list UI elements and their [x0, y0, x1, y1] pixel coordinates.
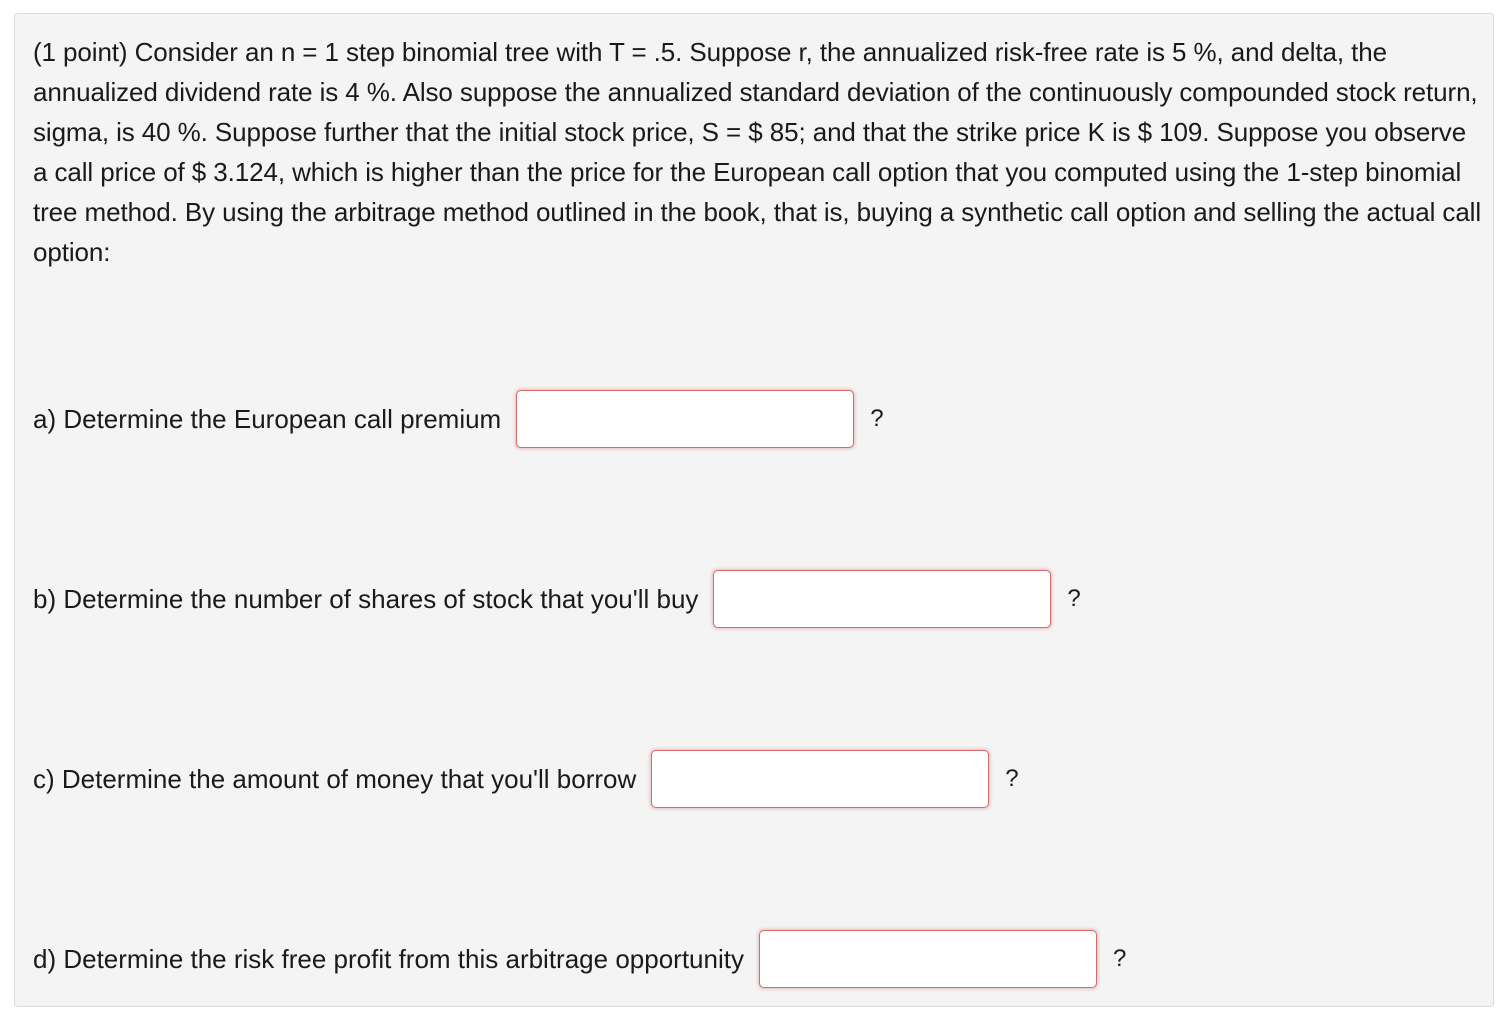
question-a: [33, 389, 884, 449]
question-b-label: b) Determine the number of shares of stock that you'll buy: [33, 583, 699, 614]
question-d: [33, 929, 1126, 989]
help-link-b[interactable]: ?: [1067, 585, 1081, 612]
answer-input-b[interactable]: [713, 570, 1051, 628]
question-c-label: c) Determine the amount of money that you'll borrow: [33, 763, 637, 794]
question-a-label: a) Determine the European call premium: [33, 403, 502, 434]
help-link-a[interactable]: ?: [870, 405, 884, 432]
help-link-d[interactable]: ?: [1112, 945, 1127, 972]
help-link-c[interactable]: ?: [1005, 765, 1019, 792]
answer-input-d[interactable]: [759, 930, 1097, 988]
answer-input-c[interactable]: [651, 750, 989, 808]
problem-statement: (1 point) Consider an n = 1 step binomial tree with T = .5. Suppose r, the annualized risk-free rate is 5 %, and delta, the annualized dividend rate is 4 %. Also suppose the annualized standard deviation of the continuously compounded stock return, sigma, is 40 %. Suppose further that the initial stock price, S = $ 85; and that the strike price K is $ 109. Suppose you observe a call price of $ 3.124, which is higher than the price for the European call option that you computed using the 1-step binomial tree method. By using the arbitrage method outlined in the book, that is, buying a synthetic call option and selling the actual call option:: [33, 37, 1482, 267]
question-c: [33, 749, 1019, 809]
problem-panel: [14, 13, 1494, 1007]
answer-input-a[interactable]: [516, 390, 854, 448]
question-b: [33, 569, 1081, 629]
question-d-label: d) Determine the risk free profit from this arbitrage opportunity: [33, 943, 744, 974]
